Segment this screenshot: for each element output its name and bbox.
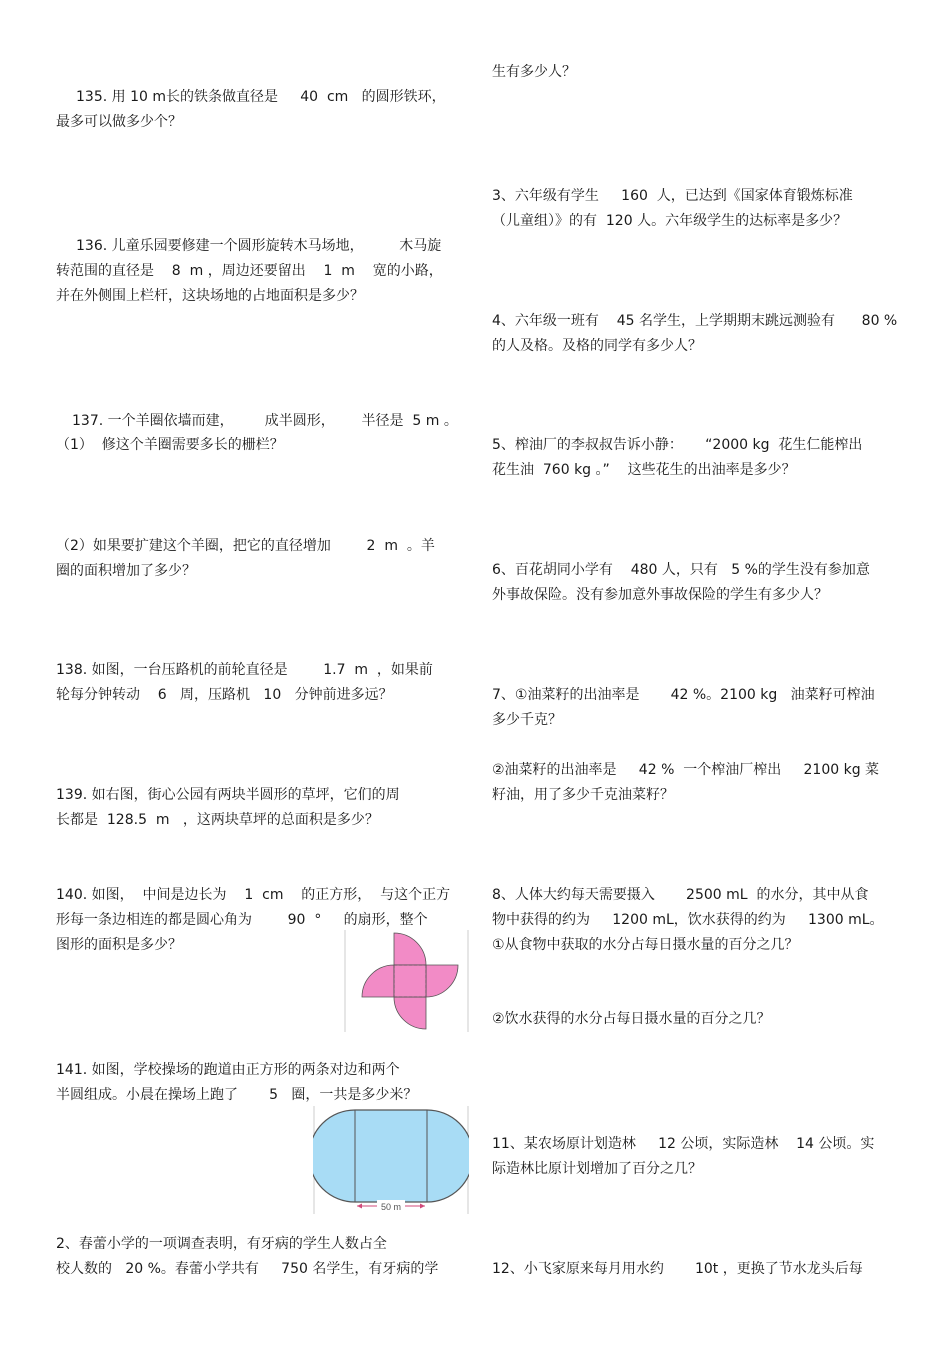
q5-line1: 5、榨油厂的李叔叔告诉小静： “2000 kg 花生仁能榨出	[492, 437, 863, 453]
q138-line1: 138. 如图，一台压路机的前轮直径是 1.7 m ，如果前	[56, 662, 433, 678]
q139-line2: 长都是 128.5 m ，这两块草坪的总面积是多少？	[56, 812, 379, 828]
q11-line2: 际造林比原计划增加了百分之几？	[492, 1161, 702, 1177]
q136-line2: 转范围的直径是 8 m ，周边还要留出 1 m 宽的小路，	[56, 263, 443, 279]
q2-line1: 2、春蕾小学的一项调查表明，有牙病的学生人数占全	[56, 1236, 387, 1252]
q2-line2: 校人数的 20 %。春蕾小学共有 750 名学生，有牙病的学	[56, 1261, 439, 1277]
q7-line2: 多少千克？	[492, 712, 562, 728]
q6-line1: 6、百花胡同小学有 480 人，只有 5 %的学生没有参加意	[492, 562, 870, 578]
q3-line2: （儿童组）》的有 120 人。六年级学生的达标率是多少？	[492, 213, 848, 229]
right-sector	[426, 965, 458, 997]
q5-line2: 花生油 760 kg 。” 这些花生的出油率是多少？	[492, 462, 796, 478]
q137-line3: （2）如果要扩建这个羊圈，把它的直径增加 2 m 。羊	[56, 538, 435, 554]
top-sector	[394, 933, 426, 965]
q7-line1: 7、①油菜籽的出油率是 42 %。2100 kg 油菜籽可榨油	[492, 687, 875, 703]
q139-line1: 139. 如右图，街心公园有两块半圆形的草坪，它们的周	[56, 787, 400, 803]
pinwheel-figure	[344, 930, 469, 1032]
running-track-figure	[313, 1106, 469, 1214]
track-length-label: 50 m	[380, 1202, 402, 1212]
q7-line4: 籽油，用了多少千克油菜籽？	[492, 787, 674, 803]
q135-line2: 最多可以做多少个？	[56, 114, 182, 130]
q140-line1: 140. 如图， 中间是边长为 1 cm 的正方形， 与这个正方	[56, 887, 451, 903]
q8-line2: 物中获得的约为 1200 mL，饮水获得的约为 1300 mL。	[492, 912, 884, 928]
q12-line1: 12、小飞家原来每月用水约 10t ，更换了节水龙头后每	[492, 1261, 863, 1277]
q6-line2: 外事故保险。没有参加意外事故保险的学生有多少人？	[492, 587, 828, 603]
q8-line1: 8、人体大约每天需要摄入 2500 mL 的水分，其中从食	[492, 887, 869, 903]
bottom-sector	[394, 997, 426, 1029]
q137-line1: 137. 一个羊圈依墙而建， 成半圆形， 半径是 5 m 。	[72, 413, 458, 429]
q4-line1: 4、六年级一班有 45 名学生，上学期期末跳远测验有 80 %	[492, 313, 898, 329]
q8-line4: ②饮水获得的水分占每日摄水量的百分之几？	[492, 1011, 771, 1027]
q11-line1: 11、某农场原计划造林 12 公顷，实际造林 14 公顷。实	[492, 1136, 875, 1152]
left-sector	[362, 965, 394, 997]
q135-line1: 135. 用 10 m长的铁条做直径是 40 cm 的圆形铁环，	[76, 89, 446, 105]
q141-line1: 141. 如图，学校操场的跑道由正方形的两条对边和两个	[56, 1062, 400, 1078]
q140-line3: 图形的面积是多少？	[56, 937, 182, 953]
q7-line3: ②油菜籽的出油率是 42 % 一个榨油厂榨出 2100 kg 菜	[492, 762, 880, 778]
q136-line1: 136. 儿童乐园要修建一个圆形旋转木马场地， 木马旋	[76, 238, 442, 254]
q2-continuation: 生有多少人？	[492, 64, 576, 80]
q4-line2: 的人及格。及格的同学有多少人？	[492, 338, 702, 354]
q140-line2: 形每一条边相连的都是圆心角为 90 ° 的扇形，整个	[56, 912, 428, 928]
track-shape	[313, 1110, 469, 1202]
q141-line2: 半圆组成。小晨在操场上跑了 5 圈，一共是多少米？	[56, 1087, 418, 1103]
q137-line2: （1） 修这个羊圈需要多长的栅栏？	[56, 437, 284, 453]
center-square	[394, 965, 426, 997]
q8-line3: ①从食物中获取的水分占每日摄水量的百分之几？	[492, 937, 799, 953]
q137-line4: 圈的面积增加了多少？	[56, 563, 196, 579]
q136-line3: 并在外侧围上栏杆，这块场地的占地面积是多少？	[56, 288, 364, 304]
q138-line2: 轮每分钟转动 6 周，压路机 10 分钟前进多远？	[56, 687, 393, 703]
q3-line1: 3、六年级有学生 160 人，已达到《国家体育锻炼标准	[492, 188, 853, 204]
